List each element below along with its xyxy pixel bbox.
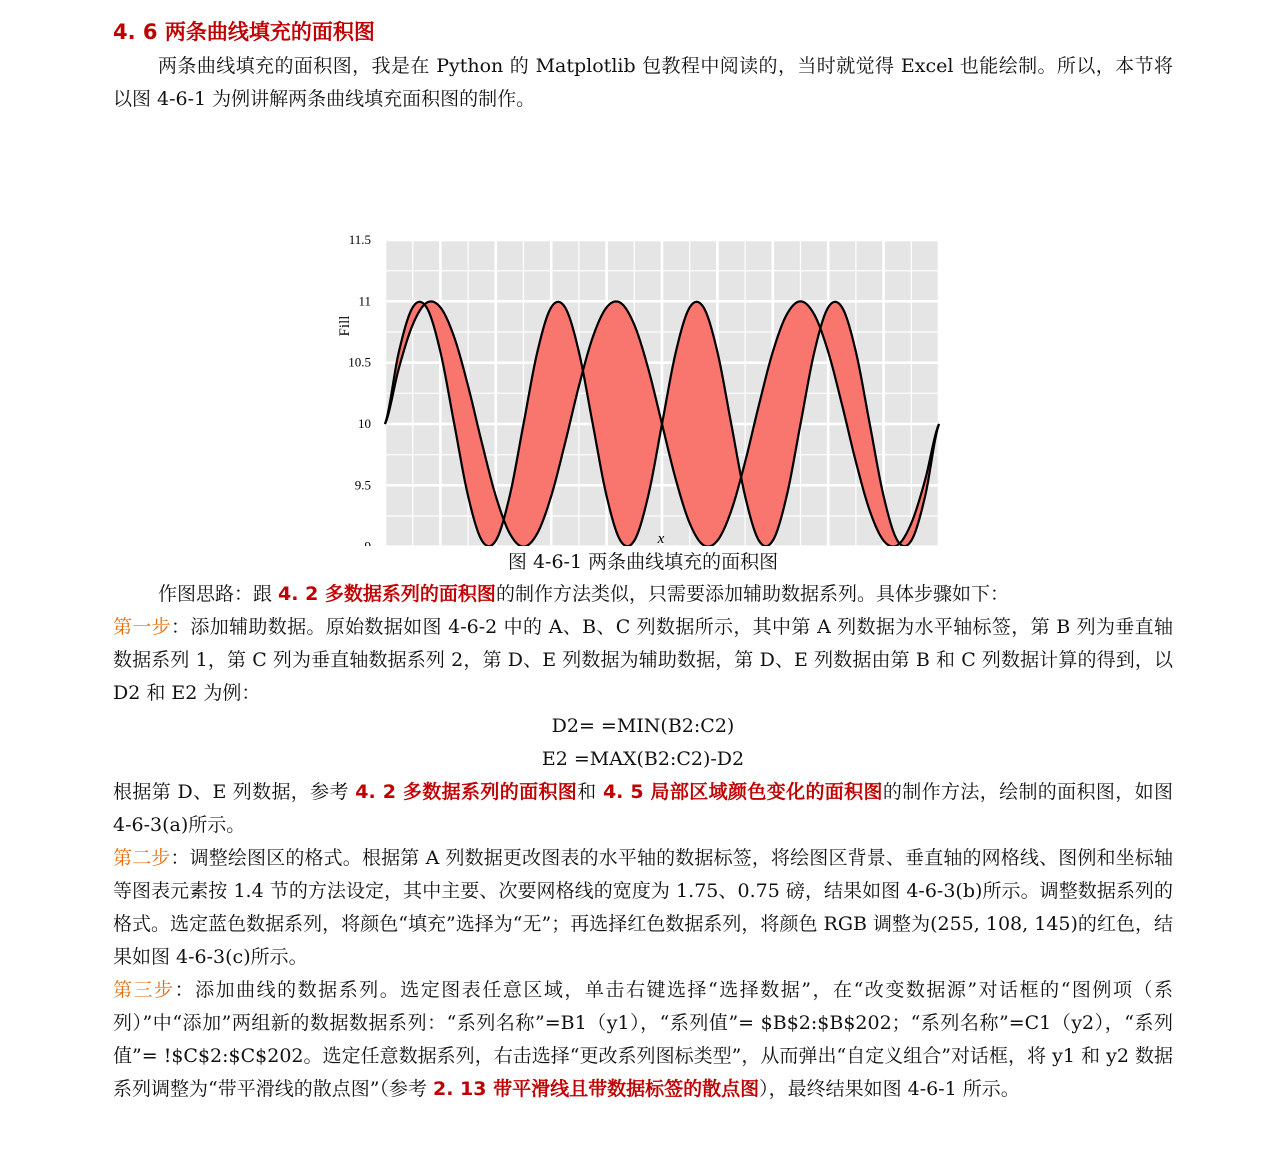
document-page xyxy=(113,14,1173,1106)
approach-text-tail: 的制作方法类似，只需要添加辅助数据系列。具体步骤如下： xyxy=(495,583,1009,605)
y-tick-label: 10 xyxy=(358,416,371,431)
paragraph-step3 xyxy=(113,974,1173,1106)
x-axis-label: x xyxy=(657,531,665,546)
ref-link-4-5[interactable]: 4. 5 局部区域颜色变化的面积图 xyxy=(602,781,883,803)
y-tick-label: 11 xyxy=(358,293,371,309)
figure-4-6-1 xyxy=(113,116,1173,546)
step3-label: 第三步 xyxy=(113,979,175,1001)
step3-text: ：添加曲线的数据系列。选定图表任意区域，单击右键选择“选择数据”，在“改变数据源”对话框的“图例项（系列）”中“添加”两组新的数据数据系列：“系列名称”=B1（y1），“系列值”= $B$2:$B$202；“系列名称”=C1（y2），“系列值”= !$C$2:$C$202。选定任意数据系列，右击选择“更改系列图标类型”，从而弹出“自定义组合”对话框，将 y1 和 y2 数据系列调整为“带平滑线的散点图”（参考 xyxy=(113,979,1173,1100)
paragraph-approach xyxy=(113,578,1173,611)
approach-text: 作图思路：跟 xyxy=(158,583,279,605)
ref-text-tail: 的制作方法，绘制的面积图，如图 4-6-3(a)所示。 xyxy=(113,781,1173,836)
ref-link-4-2b[interactable]: 4. 2 多数据系列的面积图 xyxy=(355,781,578,803)
section-title: 4. 6 两条曲线填充的面积图 xyxy=(113,20,375,44)
step2-text: ：调整绘图区的格式。根据第 A 列数据更改图表的水平轴的数据标签，将绘图区背景、垂直轴的网格线、图例和坐标轴等图表元素按 1.4 节的方法设定，其中主要、次要网格线的宽度为 1.75、0.75 磅，结果如图 4-6-3(b)所示。调整数据系列的格式。选定蓝色数据系列，将颜色“填充”选择为“无”；再选择红色数据系列，将颜色 RGB 调整为(255, 108, 145)的红色，结果如图 4-6-3(c)所示。 xyxy=(113,847,1173,968)
paragraph-step2 xyxy=(113,842,1173,974)
formula-d2: D2= =MIN(B2:C2) xyxy=(551,715,735,737)
ref-and: 和 xyxy=(577,781,603,803)
step1-text: ：添加辅助数据。原始数据如图 4-6-2 中的 A、B、C 列数据所示，其中第 A 列数据为水平轴标签，第 B 列为垂直轴数据系列 1，第 C 列为垂直轴数据系列 2，第 D、E 列数据为辅助数据，第 D、E 列数据由第 B 和 C 列数据计算的得到，以 D2 和 E2 为例： xyxy=(113,616,1173,704)
ref-text: 根据第 D、E 列数据，参考 xyxy=(113,781,356,803)
ref-link-2-13[interactable]: 2. 13 带平滑线且带数据标签的散点图 xyxy=(432,1078,760,1100)
y-axis-label: Fill xyxy=(337,315,353,337)
intro-paragraph: 两条曲线填充的面积图，我是在 Python 的 Matplotlib 包教程中阅读的，当时就觉得 Excel 也能绘制。所以，本节将以图 4-6-1 为例讲解两条曲线填充面积图的制作。 xyxy=(113,55,1173,110)
paragraph-step1 xyxy=(113,611,1173,710)
y-tick-label xyxy=(365,539,372,546)
step3-end: ），最终结果如图 4-6-1 所示。 xyxy=(759,1078,1020,1100)
step2-label: 第二步 xyxy=(113,847,171,869)
y-tick-label: 10.5 xyxy=(348,354,371,370)
y-tick-label: 11.5 xyxy=(348,232,371,247)
figure-caption: 图 4-6-1 两条曲线填充的面积图 xyxy=(507,551,779,573)
formula-e2: E2 =MAX(B2:C2)-D2 xyxy=(541,748,745,770)
ref-link-4-2[interactable]: 4. 2 多数据系列的面积图 xyxy=(278,583,496,605)
paragraph-reference xyxy=(113,776,1173,842)
fill-chart xyxy=(113,116,1173,546)
step1-label: 第一步 xyxy=(113,616,172,638)
y-tick-label: 9.5 xyxy=(354,477,371,493)
